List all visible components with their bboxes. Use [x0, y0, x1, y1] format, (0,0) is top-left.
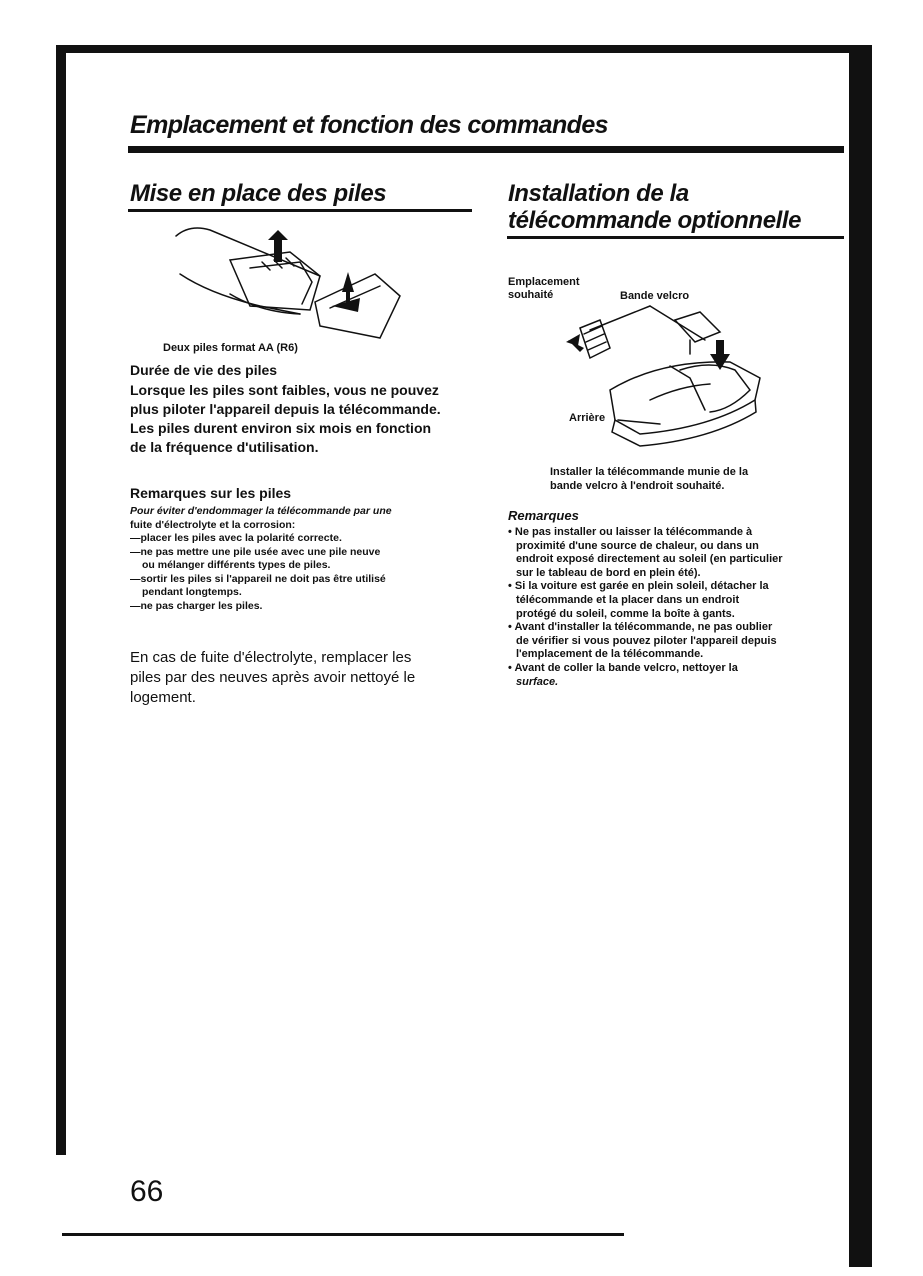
battery-notes-intro: fuite d'électrolyte et la corrosion: [130, 518, 296, 531]
remark-line: endroit exposé directement au soleil (en particulier [516, 553, 783, 566]
section-rule-install [507, 236, 844, 239]
section-rule-batteries [128, 209, 472, 212]
remark-line: • Ne pas installer ou laisser la télécommande à [508, 526, 753, 538]
battery-notes-heading: Remarques sur les piles [130, 485, 292, 501]
leak-line: piles par des neuves après avoir nettoyé le [130, 669, 416, 686]
frame-right-bar [849, 45, 872, 1267]
battery-life-heading: Durée de vie des piles [130, 362, 278, 378]
battery-figure-caption: Deux piles format AA (R6) [163, 342, 298, 354]
velcro-install-illustration [560, 300, 770, 450]
battery-notes-text [130, 505, 392, 613]
battery-note-item: —ne pas charger les piles. [130, 599, 263, 612]
label-location [508, 276, 580, 302]
remark-line: l'emplacement de la télécommande. [516, 648, 704, 661]
label-back: Arrière [569, 412, 606, 424]
battery-life-line: plus piloter l'appareil depuis la télécommande. [130, 401, 441, 417]
remark-line: télécommande et la placer dans un endroit [516, 593, 740, 606]
install-figure-caption [550, 466, 748, 493]
remark-line: proximité d'une source de chaleur, ou dans un [516, 539, 759, 552]
leak-line: logement. [130, 689, 196, 706]
battery-note-item: —placer les piles avec la polarité correcte. [130, 532, 342, 544]
battery-life-line: de la fréquence d'utilisation. [130, 439, 319, 455]
battery-notes-intro: Pour éviter d'endommager la télécommande par une [130, 505, 392, 517]
battery-note-item: ou mélanger différents types de piles. [142, 559, 331, 571]
battery-note-item: —ne pas mettre une pile usée avec une pile neuve [130, 545, 381, 558]
remarks-heading: Remarques [508, 508, 579, 523]
remark-line: protégé du soleil, comme la boîte à gants. [516, 607, 735, 620]
remark-line: sur le tableau de bord en plein été). [516, 566, 701, 579]
install-caption-line: bande velcro à l'endroit souhaité. [550, 479, 725, 492]
section-title-install-line1: Installation de la [508, 180, 689, 207]
section-title-batteries: Mise en place des piles [130, 180, 387, 207]
remark-line: surface. [516, 675, 559, 688]
frame-bottom-rule [62, 1233, 624, 1236]
remark-line: • Si la voiture est garée en plein soleil, détacher la [508, 580, 769, 593]
remark-line: • Avant d'installer la télécommande, ne pas oublier [508, 621, 773, 634]
page-title: Emplacement et fonction des commandes [130, 111, 608, 139]
page-number: 66 [130, 1175, 164, 1208]
battery-life-text [130, 381, 441, 457]
remark-line: • Avant de coller la bande velcro, nettoyer la [508, 661, 738, 674]
frame-left-bar [56, 45, 66, 1155]
remarks-list [508, 526, 783, 689]
leak-line: En cas de fuite d'électrolyte, remplacer les [130, 649, 412, 666]
battery-life-line: Les piles durent environ six mois en fonction [130, 420, 432, 436]
label-location-line: Emplacement [508, 276, 580, 288]
battery-insertion-illustration [170, 222, 410, 342]
frame-top-bar [57, 45, 872, 53]
title-rule [128, 146, 844, 153]
battery-life-line: Lorsque les piles sont faibles, vous ne pouvez [130, 382, 439, 398]
battery-note-item: —sortir les piles si l'appareil ne doit pas être utilisé [130, 572, 386, 585]
section-title-install-line2: télécommande optionnelle [508, 207, 802, 234]
remark-line: de vérifier si vous pouvez piloter l'appareil depuis [516, 634, 777, 647]
label-location-line: souhaité [508, 289, 554, 301]
battery-note-item: pendant longtemps. [142, 586, 242, 598]
install-caption-line: Installer la télécommande munie de la [550, 466, 749, 478]
label-velcro: Bande velcro [620, 290, 690, 302]
leak-text [130, 648, 415, 708]
